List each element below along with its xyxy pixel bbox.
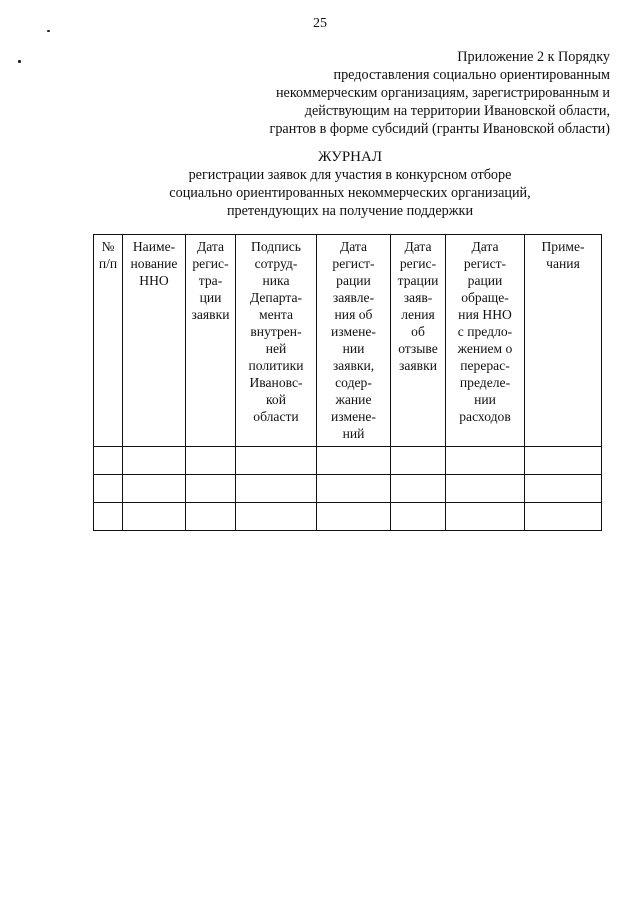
table-cell (525, 475, 602, 503)
table-cell (446, 475, 525, 503)
appendix-line: предоставления социально ориентированным (333, 67, 610, 83)
header-notes: Приме- чания (525, 235, 602, 447)
scan-speck (18, 60, 21, 63)
table-cell (317, 503, 391, 531)
table-cell (236, 475, 317, 503)
registration-table (93, 234, 602, 531)
header-redistribution-date: Дата регист- рации обраще- ния ННО с предло- жением о перерас- пределе- нии расходов (446, 235, 525, 447)
table-cell (317, 475, 391, 503)
appendix-line: некоммерческим организациям, зарегистрированным и (275, 85, 610, 101)
table-row (94, 503, 602, 531)
table-cell (94, 503, 123, 531)
table-cell (123, 475, 186, 503)
header-withdrawal-date: Дата регис- трации заяв- ления об отзыве заявки (391, 235, 446, 447)
table-cell (236, 447, 317, 475)
table-cell (186, 475, 236, 503)
table-cell (446, 503, 525, 531)
journal-subtitle-line: регистрации заявок для участия в конкурсном отборе (188, 167, 512, 183)
table-cell (123, 503, 186, 531)
journal-title: ЖУРНАЛ (317, 149, 383, 165)
appendix-line: грантов в форме субсидий (гранты Ивановской области) (269, 121, 610, 137)
appendix-line: Приложение 2 к Порядку (457, 49, 610, 65)
header-name: Наиме- нование ННО (123, 235, 186, 447)
header-registration-date: Дата регис- тра- ции заявки (186, 235, 236, 447)
table-cell (123, 447, 186, 475)
table-cell (186, 447, 236, 475)
table-cell (391, 503, 446, 531)
appendix-line: действующим на территории Ивановской области, (304, 103, 610, 119)
header-number: № п/п (94, 235, 123, 447)
table-cell (317, 447, 391, 475)
table-cell (525, 447, 602, 475)
scan-speck (47, 30, 50, 32)
table-row (94, 447, 602, 475)
table-cell (525, 503, 602, 531)
header-signature: Подпись сотруд- ника Департа- мента внутрен- ней политики Ивановс- кой области (236, 235, 317, 447)
table-cell (94, 475, 123, 503)
table-cell (94, 447, 123, 475)
table-row (94, 475, 602, 503)
table-cell (236, 503, 317, 531)
page-number: 25 (313, 16, 327, 31)
table-header-row (94, 235, 602, 447)
header-change-date: Дата регист- рации заявле- ния об измене- нии заявки, содер- жание измене- ний (317, 235, 391, 447)
table-cell (391, 475, 446, 503)
journal-subtitle-line: социально ориентированных некоммерческих организаций, (169, 185, 531, 201)
table-cell (186, 503, 236, 531)
table-cell (446, 447, 525, 475)
journal-subtitle-line: претендующих на получение поддержки (226, 203, 474, 219)
appendix-reference (90, 48, 610, 138)
table-cell (391, 447, 446, 475)
journal-heading (0, 148, 640, 220)
